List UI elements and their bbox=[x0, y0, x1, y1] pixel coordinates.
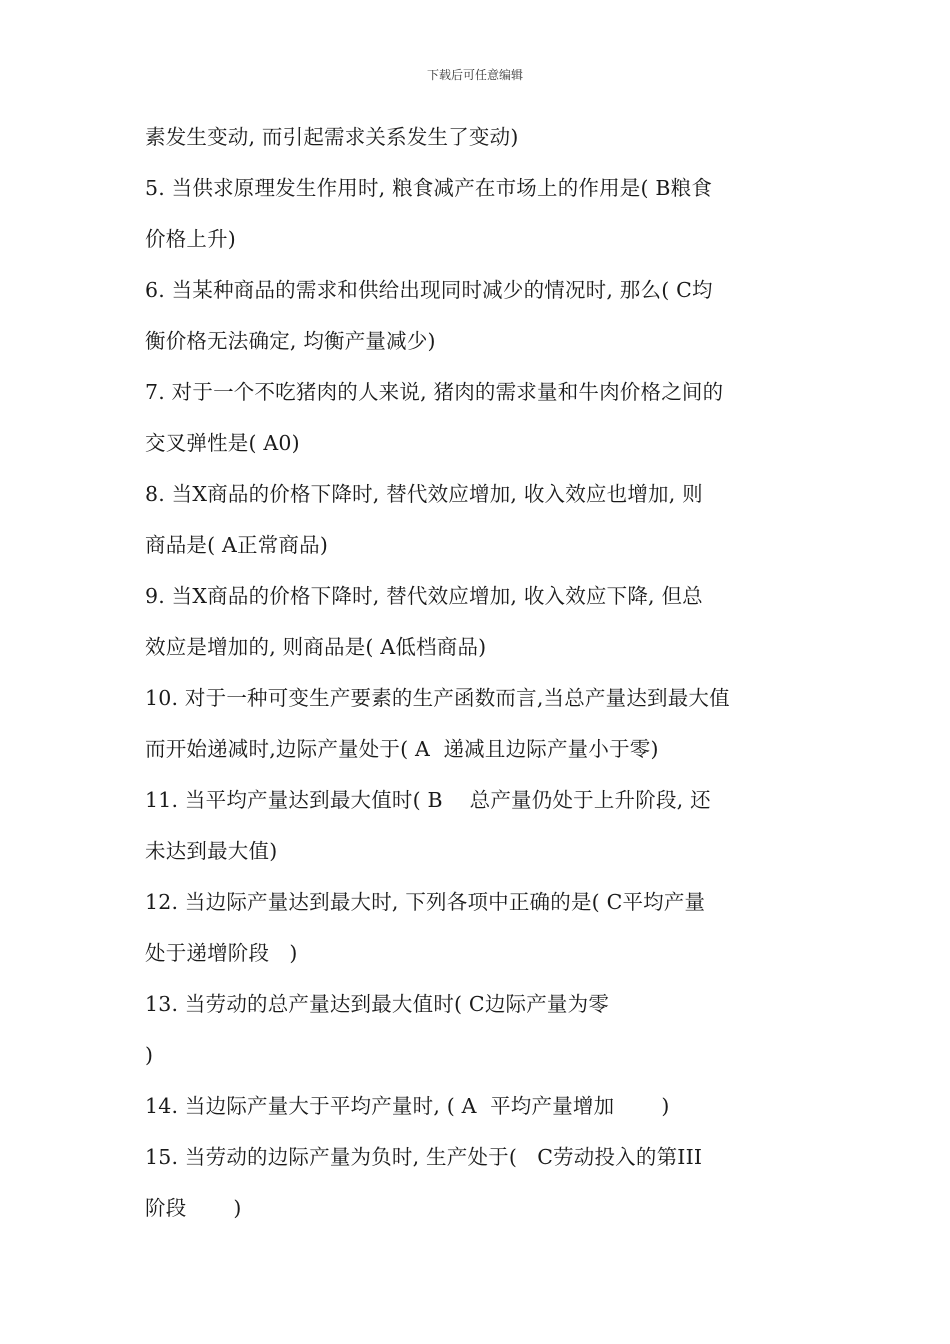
text-line: 未达到最大值) bbox=[145, 839, 278, 863]
text-line: 衡价格无法确定, 均衡产量减少) bbox=[145, 329, 436, 353]
text-line: 处于递增阶段 ) bbox=[145, 941, 298, 965]
text-line: 7. 对于一个不吃猪肉的人来说, 猪肉的需求量和牛肉价格之间的 bbox=[145, 380, 724, 404]
text-line: 11. 当平均产量达到最大值时( B 总产量仍处于上升阶段, 还 bbox=[145, 788, 711, 812]
text-line: 10. 对于一种可变生产要素的生产函数而言,当总产量达到最大值 bbox=[145, 686, 730, 710]
text-line: 而开始递减时,边际产量处于( A 递减且边际产量小于零) bbox=[145, 737, 659, 761]
text-line: 14. 当边际产量大于平均产量时, ( A 平均产量增加 ) bbox=[145, 1094, 670, 1118]
text-line: ) bbox=[145, 1043, 154, 1067]
text-line: 8. 当X商品的价格下降时, 替代效应增加, 收入效应也增加, 则 bbox=[145, 482, 703, 506]
text-line: 15. 当劳动的边际产量为负时, 生产处于( C劳动投入的第III bbox=[145, 1145, 703, 1169]
text-line: 交叉弹性是( A0) bbox=[145, 431, 300, 455]
text-line: 13. 当劳动的总产量达到最大值时( C边际产量为零 bbox=[145, 992, 610, 1016]
text-line: 6. 当某种商品的需求和供给出现同时减少的情况时, 那么( C均 bbox=[145, 278, 713, 302]
document-body bbox=[145, 120, 810, 1242]
text-line: 效应是增加的, 则商品是( A低档商品) bbox=[145, 635, 487, 659]
text-line: 素发生变动, 而引起需求关系发生了变动) bbox=[145, 125, 519, 149]
text-line: 商品是( A正常商品) bbox=[145, 533, 329, 557]
text-line: 价格上升) bbox=[145, 227, 236, 251]
text-line: 5. 当供求原理发生作用时, 粮食减产在市场上的作用是( B粮食 bbox=[145, 176, 713, 200]
text-line: 12. 当边际产量达到最大时, 下列各项中正确的是( C平均产量 bbox=[145, 890, 706, 914]
page-header: 下载后可任意编辑 bbox=[426, 68, 523, 82]
text-line: 9. 当X商品的价格下降时, 替代效应增加, 收入效应下降, 但总 bbox=[145, 584, 703, 608]
text-line: 阶段 ) bbox=[145, 1196, 242, 1220]
